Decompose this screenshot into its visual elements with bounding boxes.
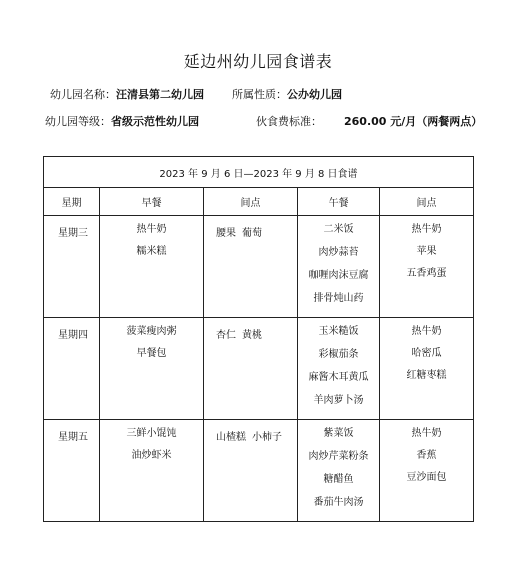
snack-item: 黄桃 [242,330,262,341]
weekday-cell: 星期四 [44,318,100,420]
ownership-row [232,86,342,102]
lunch-cell [298,216,380,318]
snack-am-cell [204,216,298,318]
lunch-item: 彩椒茄条 [318,349,359,360]
kindergarten-name-value: 汪清县第二幼儿园 [116,88,204,101]
snack-item: 豆沙面包 [406,472,447,483]
snack-item: 腰果 [216,228,236,239]
breakfast-cell [100,318,204,420]
fee-value: 260.00 元/月（两餐两点） [344,115,483,128]
lunch-cell [298,318,380,420]
snack-item: 小柿子 [252,432,282,443]
header-snack-am: 间点 [204,188,298,216]
lunch-item: 咖喱肉沫豆腐 [308,270,369,281]
table-caption: 2023 年 9 月 6 日—2023 年 9 月 8 日食谱 [44,157,474,188]
grade-label: 幼儿园等级： [45,115,111,128]
ownership-label: 所属性质： [232,88,287,101]
header-breakfast: 早餐 [100,188,204,216]
page-title: 延边州幼儿园食谱表 [183,52,333,71]
breakfast-item: 糯米糕 [136,246,167,257]
grade-row [45,113,199,129]
snack-am-cell [204,420,298,522]
snack-am-cell [204,318,298,420]
table-header-row [44,188,474,216]
snack-item: 热牛奶 [411,224,442,235]
header-weekday: 星期 [44,188,100,216]
breakfast-item: 早餐包 [136,348,167,359]
ownership-value: 公办幼儿园 [287,88,342,101]
header-snack-pm: 间点 [380,188,474,216]
kindergarten-name-row [50,86,204,102]
lunch-item: 玉米糙饭 [318,326,359,337]
table-row [44,318,474,420]
breakfast-item: 菠菜瘦肉粥 [126,326,177,337]
lunch-item: 麻酱木耳黄瓜 [308,372,369,383]
weekday-cell: 星期五 [44,420,100,522]
snack-item: 红糖枣糕 [406,370,447,381]
snack-item: 五香鸡蛋 [406,268,447,279]
snack-item: 哈密瓜 [411,348,442,359]
lunch-cell [298,420,380,522]
lunch-item: 紫菜饭 [323,428,354,439]
snack-pm-cell [380,318,474,420]
snack-item: 苹果 [416,246,437,257]
lunch-item: 糖醋鱼 [323,474,354,485]
snack-item: 葡萄 [242,228,262,239]
snack-item: 山楂糕 [216,432,246,443]
snack-pm-cell [380,216,474,318]
table-row [44,216,474,318]
lunch-item: 肉炒芹菜粉条 [308,451,369,462]
menu-table [43,156,474,522]
breakfast-item: 油炒虾米 [131,450,172,461]
breakfast-item: 热牛奶 [136,224,167,235]
breakfast-cell [100,216,204,318]
header-lunch: 午餐 [298,188,380,216]
table-row [44,420,474,522]
snack-item: 杏仁 [216,330,236,341]
snack-item: 热牛奶 [411,428,442,439]
snack-pm-cell [380,420,474,522]
fee-label: 伙食费标准： [256,115,322,128]
lunch-item: 二米饭 [323,224,354,235]
snack-item: 热牛奶 [411,326,442,337]
weekday-cell: 星期三 [44,216,100,318]
lunch-item: 番茄牛肉汤 [313,497,364,508]
lunch-item: 排骨炖山药 [313,293,364,304]
lunch-item: 羊肉萝卜汤 [313,395,364,406]
breakfast-item: 三鲜小馄饨 [126,428,177,439]
snack-item: 香蕉 [416,450,437,461]
kindergarten-name-label: 幼儿园名称： [50,88,116,101]
grade-value: 省级示范性幼儿园 [111,115,199,128]
lunch-item: 肉炒蒜苔 [318,247,359,258]
fee-row [256,113,482,129]
breakfast-cell [100,420,204,522]
